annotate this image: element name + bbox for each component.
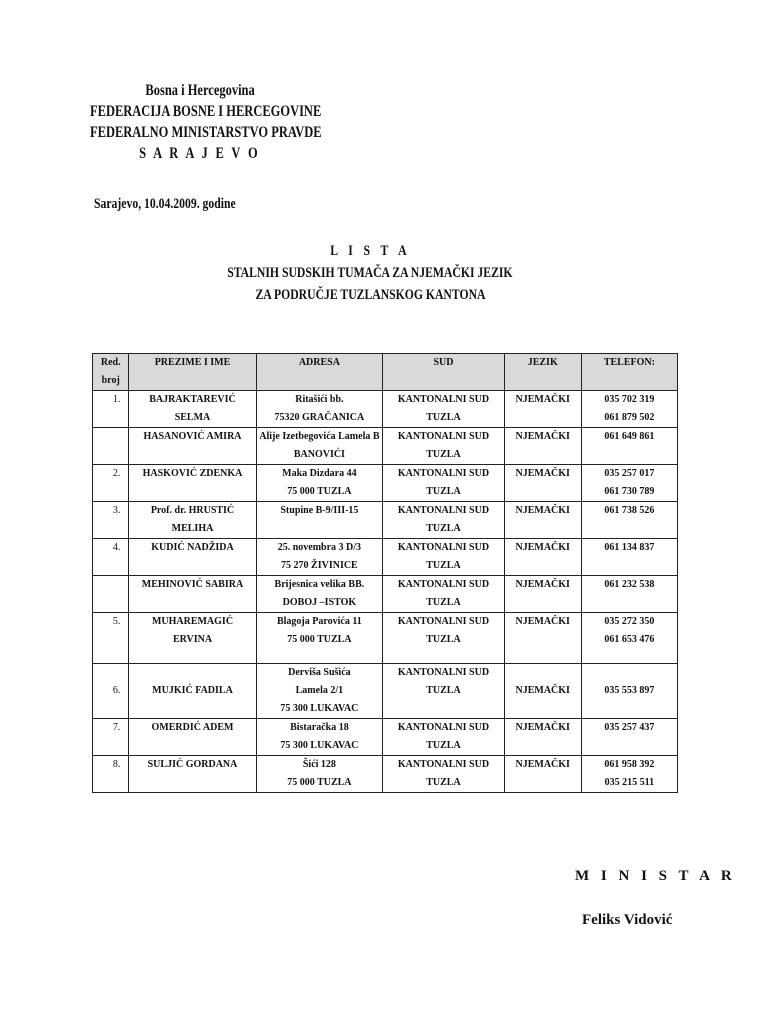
title-lista: L I S T A [329, 243, 411, 259]
translator-language: NJEMAČKI [504, 391, 581, 428]
translator-court: KANTONALNI SUD TUZLA [383, 428, 504, 465]
translator-court: KANTONALNI SUD TUZLA [383, 576, 504, 613]
translator-name: KUDIĆ NADŽIDA [129, 539, 256, 576]
translator-phone: 061 649 861 [581, 428, 677, 465]
signature-role: M I N I S T A R [575, 868, 736, 884]
letterhead-federation: FEDERACIJA BOSNE I HERCEGOVINE [90, 103, 322, 120]
translator-name: HASKOVIĆ ZDENKA [129, 465, 256, 502]
translator-language: NJEMAČKI [504, 465, 581, 502]
translator-name: HASANOVIĆ AMIRA [129, 428, 256, 465]
row-number [93, 576, 129, 613]
header-language: JEZIK [504, 354, 581, 391]
translator-address: Blagoja Parovića 11 75 000 TUZLA [256, 613, 383, 664]
table-row [93, 391, 678, 428]
translator-name: Prof. dr. HRUSTIĆ MELIHA [129, 502, 256, 539]
table-header-row [93, 354, 678, 391]
translator-language: NJEMAČKI [504, 502, 581, 539]
translator-address: Šići 128 75 000 TUZLA [256, 756, 383, 793]
translator-phone: 061 134 837 [581, 539, 677, 576]
row-number: 4. [93, 539, 129, 576]
translator-language: NJEMAČKI [504, 664, 581, 719]
translator-court: KANTONALNI SUD TUZLA [383, 465, 504, 502]
translator-address: 25. novembra 3 D/3 75 270 ŽIVINICE [256, 539, 383, 576]
translator-court: KANTONALNI SUD TUZLA [383, 391, 504, 428]
table-row [93, 428, 678, 465]
title-subject: STALNIH SUDSKIH TUMAČA ZA NJEMAČKI JEZIK [227, 265, 513, 281]
table-row [93, 756, 678, 793]
letterhead-city: S A R A J E V O [139, 145, 261, 162]
letterhead-ministry: FEDERALNO MINISTARSTVO PRAVDE [90, 124, 322, 141]
table-row [93, 719, 678, 756]
translator-phone: 035 257 437 [581, 719, 677, 756]
row-number: 7. [93, 719, 129, 756]
header-address: ADRESA [256, 354, 383, 391]
translator-court: KANTONALNI SUD TUZLA [383, 539, 504, 576]
translator-phone: 061 958 392 035 215 511 [581, 756, 677, 793]
translator-name: OMERDIĆ ADEM [129, 719, 256, 756]
translator-address: Alije Izetbegovića Lamela B BANOVIĆI [256, 428, 383, 465]
translator-phone: 035 272 350 061 653 476 [581, 613, 677, 664]
translator-name: SULJIĆ GORDANA [129, 756, 256, 793]
translators-table [92, 353, 678, 793]
table-row [93, 539, 678, 576]
letterhead [90, 80, 322, 164]
translator-language: NJEMAČKI [504, 428, 581, 465]
translator-address: Bistaračka 18 75 300 LUKAVAC [256, 719, 383, 756]
table-row [93, 576, 678, 613]
header-number: Red. broj [93, 354, 129, 391]
translator-court: KANTONALNI SUD TUZLA [383, 613, 504, 664]
translator-court: KANTONALNI SUD TUZLA [383, 502, 504, 539]
translator-phone: 035 702 319 061 879 502 [581, 391, 677, 428]
translator-phone: 061 232 538 [581, 576, 677, 613]
translator-language: NJEMAČKI [504, 719, 581, 756]
row-number: 1. [93, 391, 129, 428]
document-title [160, 240, 580, 306]
translator-name: MUJKIĆ FADILA [129, 664, 256, 719]
translator-phone: 035 553 897 [581, 664, 677, 719]
translator-language: NJEMAČKI [504, 756, 581, 793]
row-number: 6. [93, 664, 129, 719]
translator-address: Ritašići bb. 75320 GRAČANICA [256, 391, 383, 428]
translator-phone: 035 257 017 061 730 789 [581, 465, 677, 502]
table-row [93, 465, 678, 502]
translator-name: MUHAREMAGIĆ ERVINA [129, 613, 256, 664]
document-date: Sarajevo, 10.04.2009. godine [94, 196, 236, 212]
translator-address: Brijesnica velika BB. DOBOJ –ISTOK [256, 576, 383, 613]
table-body [93, 391, 678, 793]
title-region: ZA PODRUČJE TUZLANSKOG KANTONA [254, 287, 486, 303]
translator-court: KANTONALNI SUD TUZLA [383, 719, 504, 756]
table-row [93, 664, 678, 719]
header-court: SUD [383, 354, 504, 391]
translator-language: NJEMAČKI [504, 539, 581, 576]
row-number: 8. [93, 756, 129, 793]
signature-name: Feliks Vidović [582, 912, 673, 928]
translator-address: Stupine B-9/III-15 [256, 502, 383, 539]
header-phone: TELEFON: [581, 354, 677, 391]
translator-phone: 061 738 526 [581, 502, 677, 539]
letterhead-country: Bosna i Hercegovina [145, 82, 255, 99]
translator-name: MEHINOVIĆ SABIRA [129, 576, 256, 613]
row-number: 5. [93, 613, 129, 664]
table-row [93, 502, 678, 539]
table-row [93, 613, 678, 664]
translator-court: KANTONALNI SUD TUZLA [383, 664, 504, 719]
translator-name: BAJRAKTAREVIĆ SELMA [129, 391, 256, 428]
translator-court: KANTONALNI SUD TUZLA [383, 756, 504, 793]
row-number: 3. [93, 502, 129, 539]
header-name: PREZIME I IME [129, 354, 256, 391]
row-number: 2. [93, 465, 129, 502]
row-number [93, 428, 129, 465]
translator-address: Maka Dizdara 44 75 000 TUZLA [256, 465, 383, 502]
translator-language: NJEMAČKI [504, 613, 581, 664]
translator-address: Derviša Sušića Lamela 2/1 75 300 LUKAVAC [256, 664, 383, 719]
translator-language: NJEMAČKI [504, 576, 581, 613]
